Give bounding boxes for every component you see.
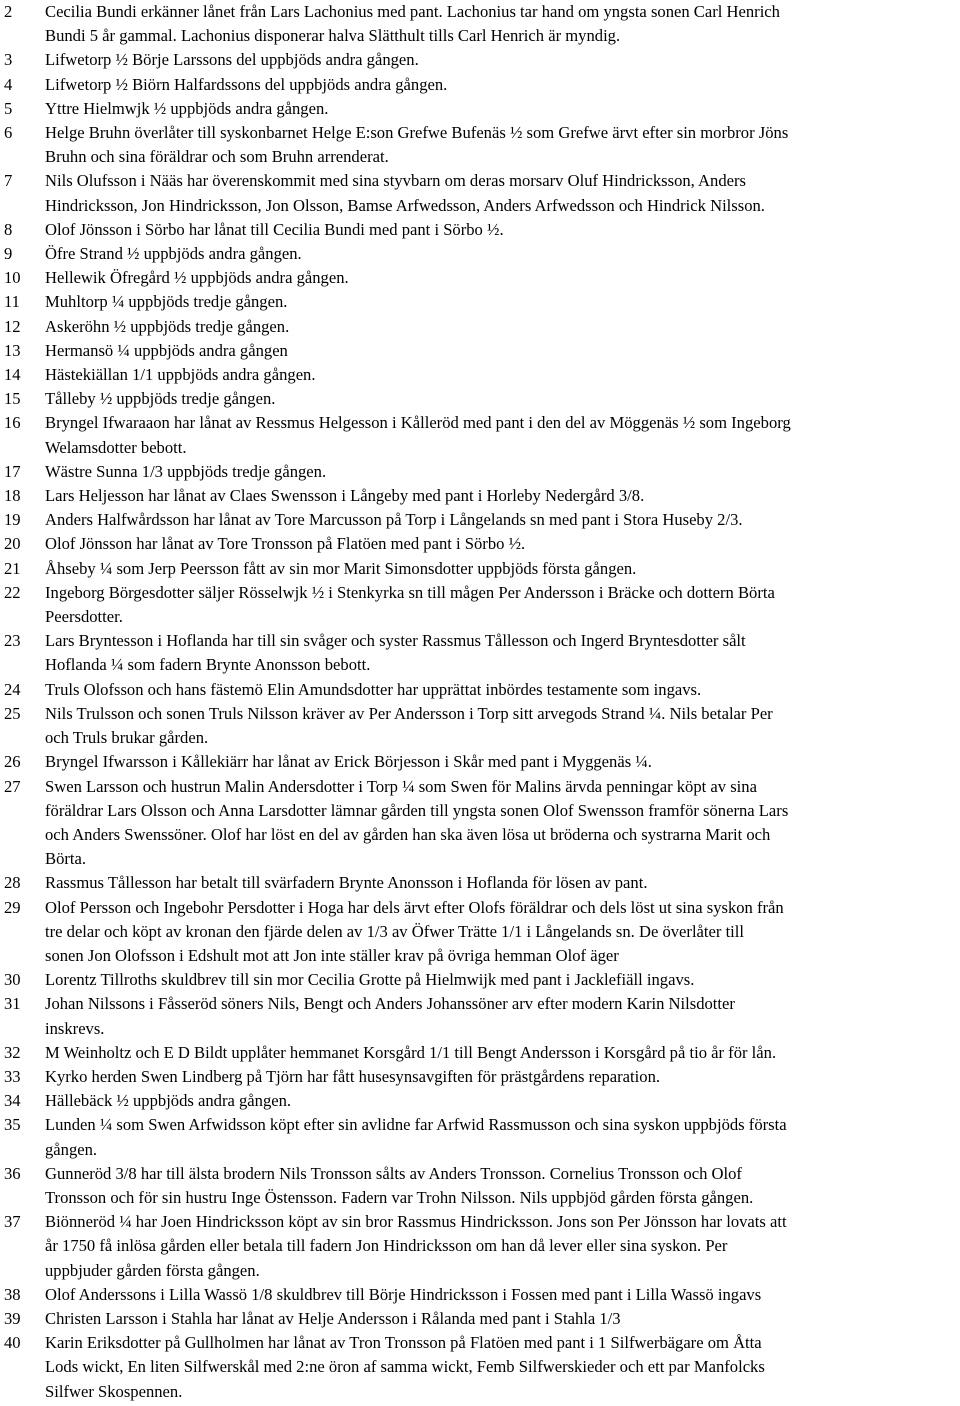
entry-text — [45, 1210, 956, 1283]
entry-30 — [4, 968, 956, 992]
entry-text — [45, 460, 956, 484]
entry-number: 39 — [4, 1308, 21, 1328]
entry-text-line: Johan Nilssons i Fåsseröd söners Nils, Bengt och Anders Johanssöner arv efter modern Karin Nilsdotter — [45, 994, 735, 1014]
entry-text-line: Börta. — [45, 849, 87, 869]
entry-text-line: Olof Jönsson har lånat av Tore Tronsson på Flatöen med pant i Sörbo ½. — [45, 534, 526, 554]
entry-text — [45, 218, 956, 242]
entry-number: 15 — [4, 389, 21, 409]
entry-text-line: Hoflanda ¼ som fadern Brynte Anonsson bebott. — [45, 655, 371, 675]
entry-32 — [4, 1041, 956, 1065]
entry-text — [45, 1089, 956, 1113]
entry-25 — [4, 702, 956, 750]
entry-text — [45, 750, 956, 774]
entry-number: 37 — [4, 1212, 21, 1232]
entry-text — [45, 1162, 956, 1210]
entry-text-line: Lifwetorp ½ Börje Larssons del uppbjöds andra gången. — [45, 50, 419, 70]
entry-21 — [4, 557, 956, 581]
entry-11 — [4, 290, 956, 314]
entry-37 — [4, 1210, 956, 1283]
entry-number: 7 — [4, 171, 13, 191]
entry-text-line: Kyrko herden Swen Lindberg på Tjörn har fått husesynsavgiften för prästgårdens reparation. — [45, 1066, 661, 1086]
entry-15 — [4, 387, 956, 411]
entry-number: 29 — [4, 897, 21, 917]
entry-text-line: Öfre Strand ½ uppbjöds andra gången. — [45, 244, 302, 264]
entry-text-line: Cecilia Bundi erkänner lånet från Lars Lachonius med pant. Lachonius tar hand om yngsta sonen Carl Henrich — [45, 2, 780, 21]
entry-number: 6 — [4, 123, 13, 143]
entry-text-line: Bryngel Ifwarsson i Kållekiärr har lånat av Erick Börjesson i Skår med pant i Myggenäs ¼. — [45, 752, 652, 772]
entry-text — [45, 339, 956, 363]
entry-19 — [4, 508, 956, 532]
entry-number: 20 — [4, 534, 21, 554]
entry-text-line: Nils Trulsson och sonen Truls Nilsson kräver av Per Andersson i Torp sitt arvegods Strand ¼. Nils betalar Per — [45, 703, 773, 723]
entry-text — [45, 968, 956, 992]
entry-text-line: Yttre Hielmwjk ½ uppbjöds andra gången. — [45, 98, 329, 118]
entry-40 — [4, 1331, 956, 1404]
entry-text-line: Wästre Sunna 1/3 uppbjöds tredje gången. — [45, 461, 327, 481]
entry-number: 12 — [4, 316, 21, 336]
entry-text-line: Christen Larsson i Stahla har lånat av Helje Andersson i Rålanda med pant i Stahla 1/3 — [45, 1308, 621, 1328]
entry-14 — [4, 363, 956, 387]
entry-number: 25 — [4, 703, 21, 723]
entry-text-line: Åhseby ¼ som Jerp Peersson fått av sin mor Marit Simonsdotter uppbjöds första gången. — [45, 558, 637, 578]
entry-number: 36 — [4, 1163, 21, 1183]
entry-20 — [4, 532, 956, 556]
entry-text — [45, 0, 956, 48]
entry-text-line: Biönneröd ¼ har Joen Hindricksson köpt av sin bror Rassmus Hindricksson. Jons son Per Jönsson har lovats att — [45, 1212, 787, 1232]
entry-number: 4 — [4, 74, 13, 94]
entry-10 — [4, 266, 956, 290]
entry-text — [45, 363, 956, 387]
entry-text-line: Tålleby ½ uppbjöds tredje gången. — [45, 389, 276, 409]
entry-text — [45, 484, 956, 508]
entry-text — [45, 97, 956, 121]
entry-31 — [4, 992, 956, 1040]
entry-7 — [4, 169, 956, 217]
entry-text-line: Tronsson och för sin hustru Inge Östensson. Fadern var Trohn Nilsson. Nils uppbjöd gården första gången. — [45, 1187, 754, 1207]
entry-text-line: Askeröhn ½ uppbjöds tredje gången. — [45, 316, 290, 336]
entry-text — [45, 315, 956, 339]
entry-text-line: Helge Bruhn överlåter till syskonbarnet Helge E:son Grefwe Bufenäs ½ som Grefwe ärvt efter sin morbror Jöns — [45, 123, 789, 143]
entry-text-line: Peersdotter. — [45, 607, 123, 627]
entry-text — [45, 581, 956, 629]
entry-number: 18 — [4, 486, 21, 506]
entry-text-line: uppbjuder gården första gången. — [45, 1260, 260, 1280]
entry-text-line: år 1750 få inlösa gården eller betala till fadern Jon Hindricksson om han då lever eller sina syskon. Per — [45, 1236, 728, 1256]
entry-number: 33 — [4, 1066, 21, 1086]
entry-text-line: Hällebäck ½ uppbjöds andra gången. — [45, 1091, 292, 1111]
entry-text — [45, 387, 956, 411]
entry-17 — [4, 460, 956, 484]
entry-text-line: och Anders Swenssöner. Olof har löst en del av gården han ska även lösa ut bröderna och systrarna Marit och — [45, 824, 771, 844]
entry-34 — [4, 1089, 956, 1113]
entry-29 — [4, 896, 956, 969]
entry-text — [45, 266, 956, 290]
entry-number: 32 — [4, 1042, 21, 1062]
entry-number: 11 — [4, 292, 20, 312]
entry-text-line: Gunneröd 3/8 har till älsta brodern Nils Tronsson sålts av Anders Tronsson. Cornelius Tronsson och Olof — [45, 1163, 742, 1183]
entry-text-line: Lars Bryntesson i Hoflanda har till sin svåger och syster Rassmus Tållesson och Ingerd Bryntesdotter sålt — [45, 631, 746, 651]
entry-text-line: Rassmus Tållesson har betalt till svärfadern Brynte Anonsson i Hoflanda för lösen av pant. — [45, 873, 648, 893]
entry-text — [45, 992, 956, 1040]
entry-text — [45, 1283, 956, 1307]
entry-text — [45, 290, 956, 314]
entry-number: 13 — [4, 340, 21, 360]
entry-text-line: Silfwer Skospennen. — [45, 1381, 183, 1401]
entry-number: 30 — [4, 970, 21, 990]
entry-text — [45, 532, 956, 556]
entry-text — [45, 121, 956, 169]
entry-text-line: Hermansö ¼ uppbjöds andra gången — [45, 340, 288, 360]
entry-text — [45, 48, 956, 72]
entry-text-line: föräldrar Lars Olsson och Anna Larsdotter lämnar gården till yngsta sonen Olof Swensson framför sönerna Lars — [45, 800, 789, 820]
entry-text-line: Lifwetorp ½ Biörn Halfardssons del uppbjöds andra gången. — [45, 74, 448, 94]
entry-8 — [4, 218, 956, 242]
entry-text-line: M Weinholtz och E D Bildt upplåter hemmanet Korsgård 1/1 till Bengt Andersson i Korsgård på tio år för lån. — [45, 1042, 777, 1062]
entry-text-line: Lorentz Tillroths skuldbrev till sin mor Cecilia Grotte på Hielmwijk med pant i Jacklefiäll ingavs. — [45, 970, 695, 990]
entry-5 — [4, 97, 956, 121]
entry-12 — [4, 315, 956, 339]
entry-text-line: gången. — [45, 1139, 98, 1159]
entry-text-line: Olof Anderssons i Lilla Wassö 1/8 skuldbrev till Börje Hindricksson i Fossen med pant i Lilla Wassö ingavs — [45, 1284, 762, 1304]
entry-text — [45, 1041, 956, 1065]
entry-text — [45, 775, 956, 872]
entry-number: 38 — [4, 1284, 21, 1304]
entry-number: 31 — [4, 994, 21, 1014]
entry-text — [45, 702, 956, 750]
entry-number: 34 — [4, 1091, 21, 1111]
entry-text — [45, 678, 956, 702]
entry-text-line: Lars Heljesson har lånat av Claes Swensson i Långeby med pant i Horleby Nedergård 3/8. — [45, 486, 645, 506]
entry-number: 40 — [4, 1333, 21, 1353]
entry-number: 26 — [4, 752, 21, 772]
entry-27 — [4, 775, 956, 872]
entry-text-line: Karin Eriksdotter på Gullholmen har lånat av Tron Tronsson på Flatöen med pant i 1 Silfwerbägare om Åtta — [45, 1333, 762, 1353]
entry-number: 14 — [4, 365, 21, 385]
entry-24 — [4, 678, 956, 702]
entry-22 — [4, 581, 956, 629]
entry-33 — [4, 1065, 956, 1089]
entry-26 — [4, 750, 956, 774]
entry-text-line: Bundi 5 år gammal. Lachonius disponerar halva Slätthult tills Carl Henrich är myndig. — [45, 26, 621, 46]
entry-3 — [4, 48, 956, 72]
entry-text-line: Hindricksson, Jon Hindricksson, Jon Olsson, Bamse Arfwedsson, Anders Arfwedsson och Hindrick Nilsson. — [45, 195, 765, 215]
entry-36 — [4, 1162, 956, 1210]
entry-number: 24 — [4, 679, 21, 699]
entry-number: 9 — [4, 244, 13, 264]
entry-text — [45, 1113, 956, 1161]
entry-39 — [4, 1307, 956, 1331]
entry-38 — [4, 1283, 956, 1307]
entry-text — [45, 508, 956, 532]
entry-16 — [4, 411, 956, 459]
entry-text-line: Lods wickt, En liten Silfwerskål med 2:ne öron af samma wickt, Femb Silfwerskieder och ett par Manfolcks — [45, 1357, 765, 1377]
entry-text-line: Hellewik Öfregård ½ uppbjöds andra gången. — [45, 268, 349, 288]
entry-number: 8 — [4, 219, 13, 239]
entry-text-line: och Truls brukar gården. — [45, 728, 209, 748]
entry-number: 19 — [4, 510, 21, 530]
entry-text — [45, 871, 956, 895]
entry-number: 28 — [4, 873, 21, 893]
entry-number: 35 — [4, 1115, 21, 1135]
entry-text-line: Truls Olofsson och hans fästemö Elin Amundsdotter har upprättat inbördes testamente som ingavs. — [45, 679, 702, 699]
entry-text-line: Welamsdotter bebott. — [45, 437, 187, 457]
entry-text-line: Ingeborg Börgesdotter säljer Rösselwjk ½ i Stenkyrka sn till mågen Per Andersson i Bräcke och dottern Börta — [45, 582, 775, 602]
entry-28 — [4, 871, 956, 895]
entry-number: 23 — [4, 631, 21, 651]
entry-text — [45, 1065, 956, 1089]
entry-18 — [4, 484, 956, 508]
entry-text-line: tre delar och köpt av kronan den fjärde delen av 1/3 av Öfwer Trätte 1/1 i Långelands sn. De överlåter till — [45, 921, 745, 941]
entry-6 — [4, 121, 956, 169]
entry-text-line: Lunden ¼ som Swen Arfwidsson köpt efter sin avlidne far Arfwid Rassmusson och sina syskon uppbjöds första — [45, 1115, 787, 1135]
entry-number: 16 — [4, 413, 21, 433]
entry-text — [45, 242, 956, 266]
entry-number: 5 — [4, 98, 13, 118]
entry-number: 10 — [4, 268, 21, 288]
entry-number: 21 — [4, 558, 21, 578]
entry-text — [45, 629, 956, 677]
entry-text — [45, 1331, 956, 1404]
entry-text-line: Nils Olufsson i Nääs har överenskommit med sina styvbarn om deras morsarv Oluf Hindricksson, Anders — [45, 171, 746, 191]
entry-text — [45, 896, 956, 969]
entry-23 — [4, 629, 956, 677]
entry-text-line: sonen Jon Olofsson i Edshult mot att Jon inte ställer krav på övriga hemman Olof äger — [45, 945, 619, 965]
entry-number: 17 — [4, 461, 21, 481]
entry-13 — [4, 339, 956, 363]
entry-text-line: Hästekiällan 1/1 uppbjöds andra gången. — [45, 365, 316, 385]
entry-number: 2 — [4, 2, 13, 21]
entry-2 — [4, 0, 956, 48]
entry-9 — [4, 242, 956, 266]
entry-text-line: Olof Jönsson i Sörbo har lånat till Cecilia Bundi med pant i Sörbo ½. — [45, 219, 504, 239]
entry-text-line: Bryngel Ifwaraaon har lånat av Ressmus Helgesson i Kålleröd med pant i den del av Möggenäs ½ som Ingeborg — [45, 413, 791, 433]
entry-number: 22 — [4, 582, 21, 602]
entry-text — [45, 1307, 956, 1331]
entry-text-line: Olof Persson och Ingebohr Persdotter i Hoga har dels ärvt efter Olofs föräldrar och dels löst ut sina syskon från — [45, 897, 784, 917]
entry-text — [45, 557, 956, 581]
entry-text — [45, 73, 956, 97]
entry-text-line: Bruhn och sina föräldrar och som Bruhn arrenderat. — [45, 147, 389, 167]
entry-number: 3 — [4, 50, 13, 70]
entry-text-line: Muhltorp ¼ uppbjöds tredje gången. — [45, 292, 288, 312]
entry-text-line: Swen Larsson och hustrun Malin Andersdotter i Torp ¼ som Swen för Malins ärvda penningar köpt av sina — [45, 776, 757, 796]
entry-text — [45, 169, 956, 217]
entry-number: 27 — [4, 776, 21, 796]
entry-4 — [4, 73, 956, 97]
entry-text-line: Anders Halfwårdsson har lånat av Tore Marcusson på Torp i Långelands sn med pant i Stora Huseby 2/3. — [45, 510, 743, 530]
entry-text-line: inskrevs. — [45, 1018, 105, 1038]
entry-text — [45, 411, 956, 459]
entry-35 — [4, 1113, 956, 1161]
